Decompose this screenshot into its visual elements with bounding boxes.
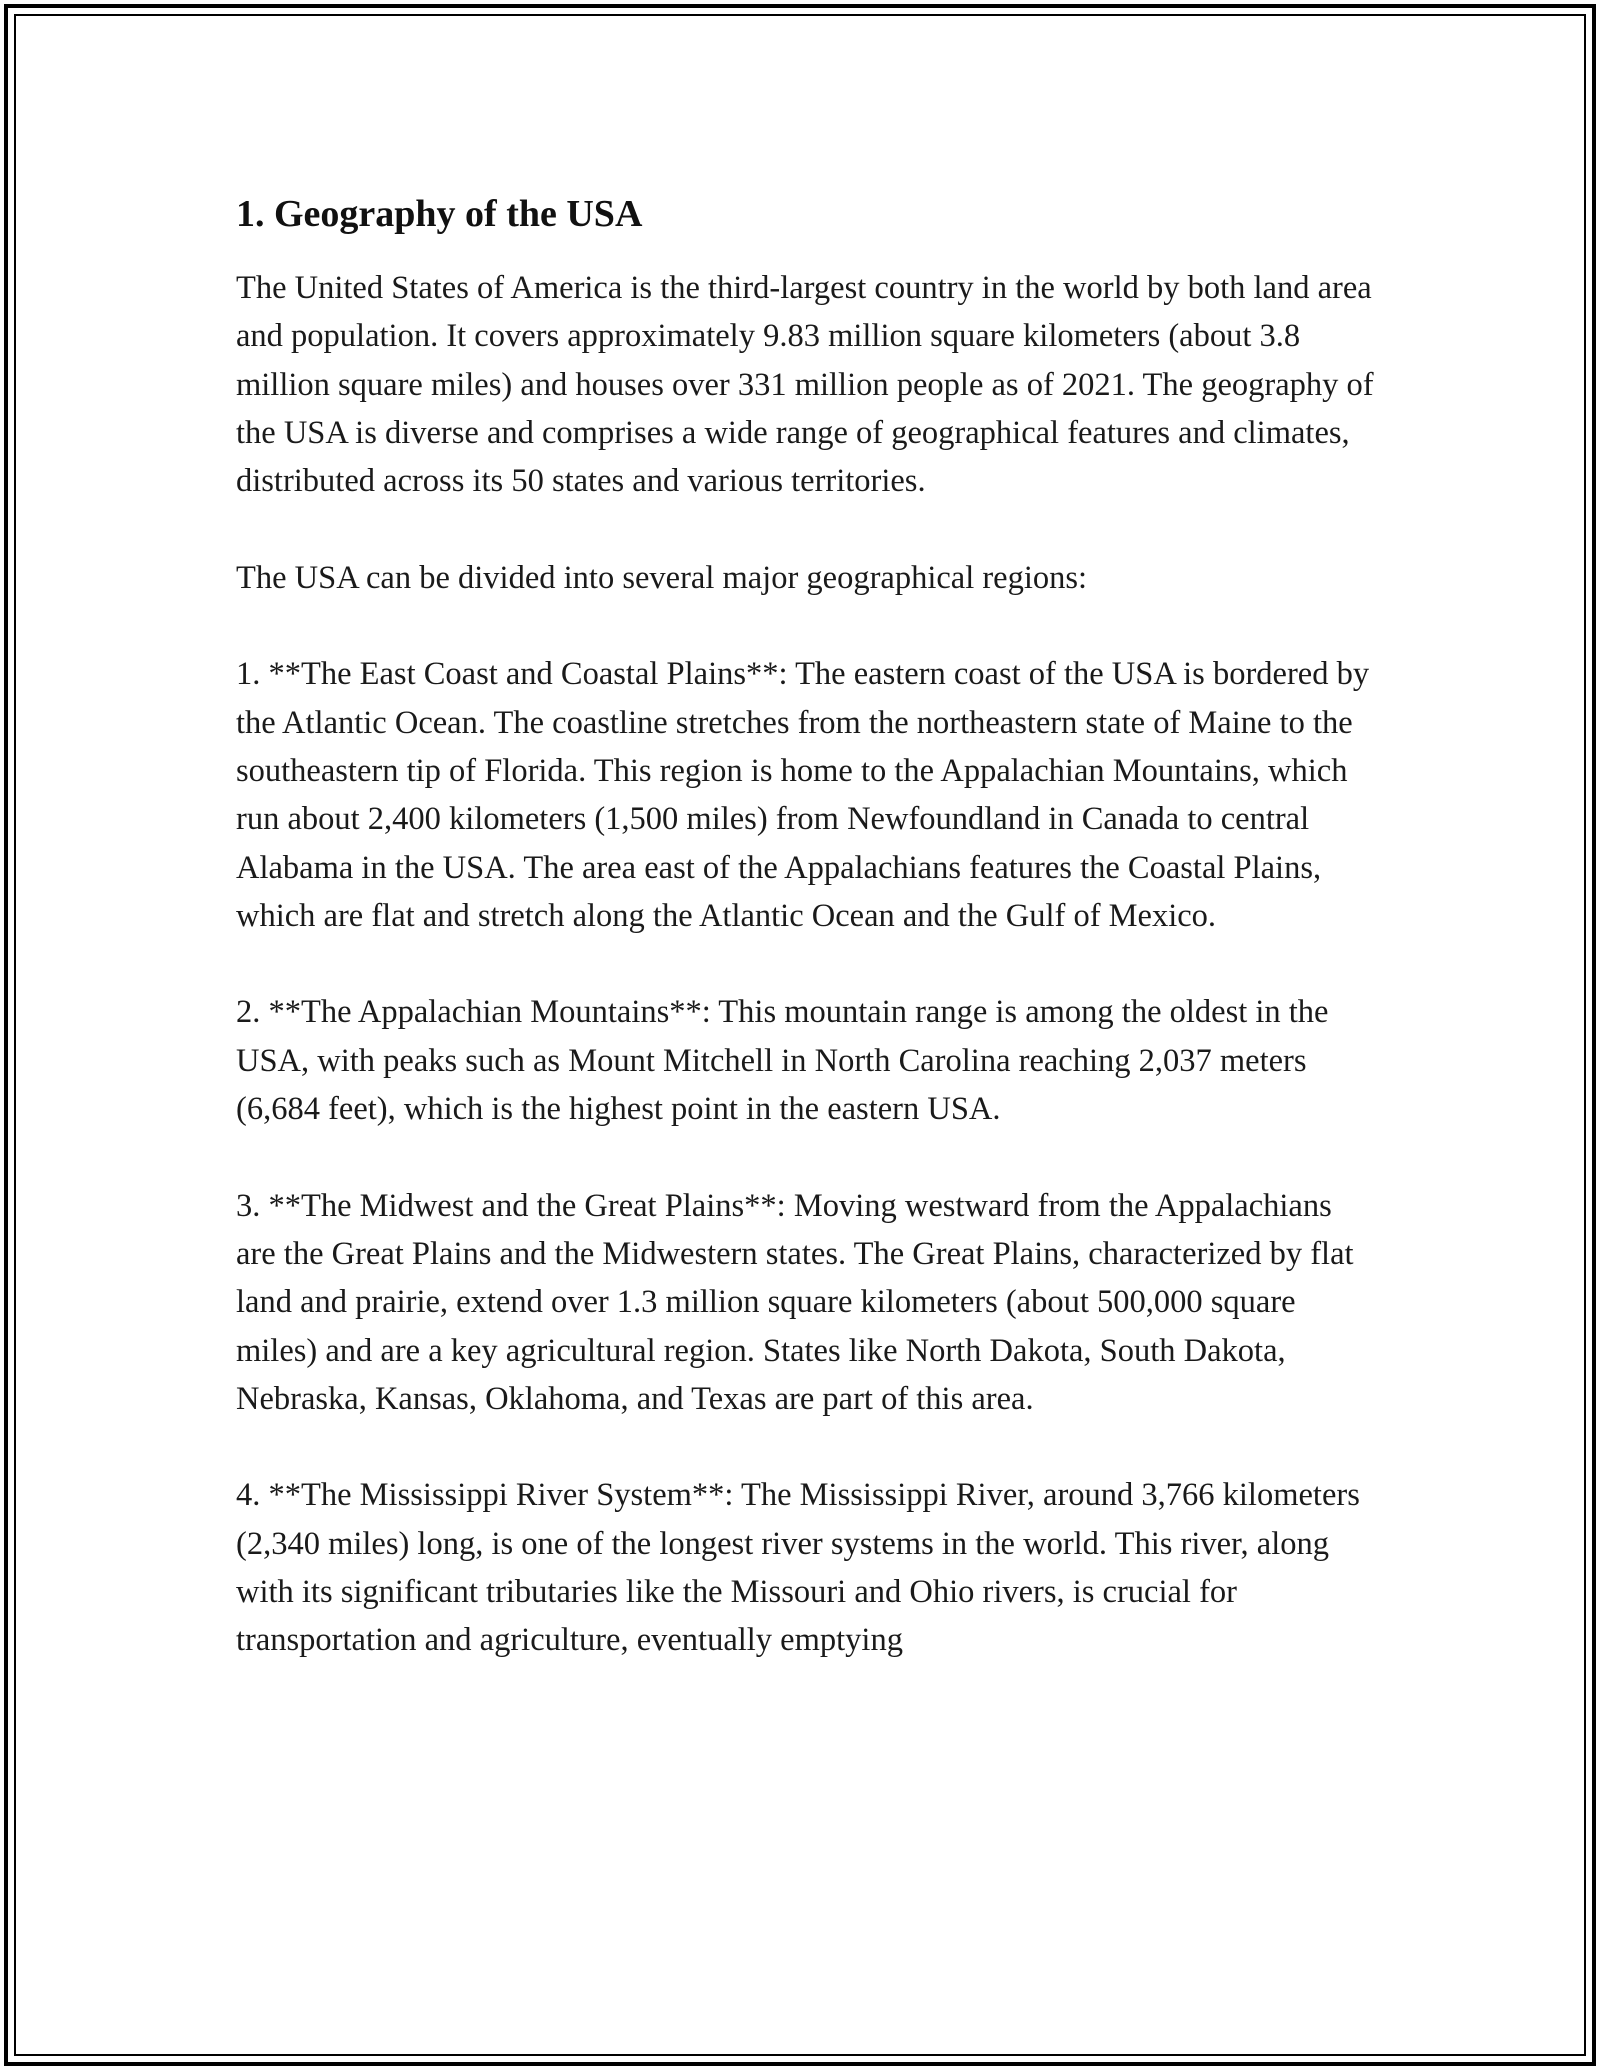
region-mississippi-paragraph: 4. **The Mississippi River System**: The Mississippi River, around 3,766 kilometers (2,340 miles) long, is one of the longest river systems in the world. This river, along with its significant tributaries like the Missouri and Ohio rivers, is crucial for transportation and agriculture, eventually emptying (236, 1477, 1360, 1659)
intro-paragraph: The United States of America is the third-largest country in the world by both land area and population. It covers approximately 9.83 million square kilometers (about 3.8 million square miles) and houses over 331 million people as of 2021. The geography of the USA is diverse and comprises a wide range of geographical features and climates, distributed across its 50 states and various territories. (236, 270, 1374, 500)
document-body (236, 186, 1376, 1665)
region-appalachian-paragraph: 2. **The Appalachian Mountains**: This mountain range is among the oldest in the USA, with peaks such as Mount Mitchell in North Carolina reaching 2,037 meters (6,684 feet), which is the highest point in the eastern USA. (236, 994, 1329, 1128)
region-east-coast-paragraph: 1. **The East Coast and Coastal Plains**: The eastern coast of the USA is bordered by the Atlantic Ocean. The coastline stretches from the northeastern state of Maine to the southeastern tip of Florida. This region is home to the Appalachian Mountains, which run about 2,400 kilometers (1,500 miles) from Newfoundland in Canada to central Alabama in the USA. The area east of the Appalachians features the Coastal Plains, which are flat and stretch along the Atlantic Ocean and the Gulf of Mexico. (236, 656, 1370, 934)
section-heading: 1. Geography of the USA (236, 193, 643, 235)
region-midwest-paragraph: 3. **The Midwest and the Great Plains**: Moving westward from the Appalachians are the Great Plains and the Midwestern states. The Great Plains, characterized by flat land and prairie, extend over 1.3 million square kilometers (about 500,000 square miles) and are a key agricultural region. States like North Dakota, South Dakota, Nebraska, Kansas, Oklahoma, and Texas are part of this area. (236, 1187, 1354, 1417)
regions-intro-paragraph: The USA can be divided into several major geographical regions: (236, 559, 1088, 596)
